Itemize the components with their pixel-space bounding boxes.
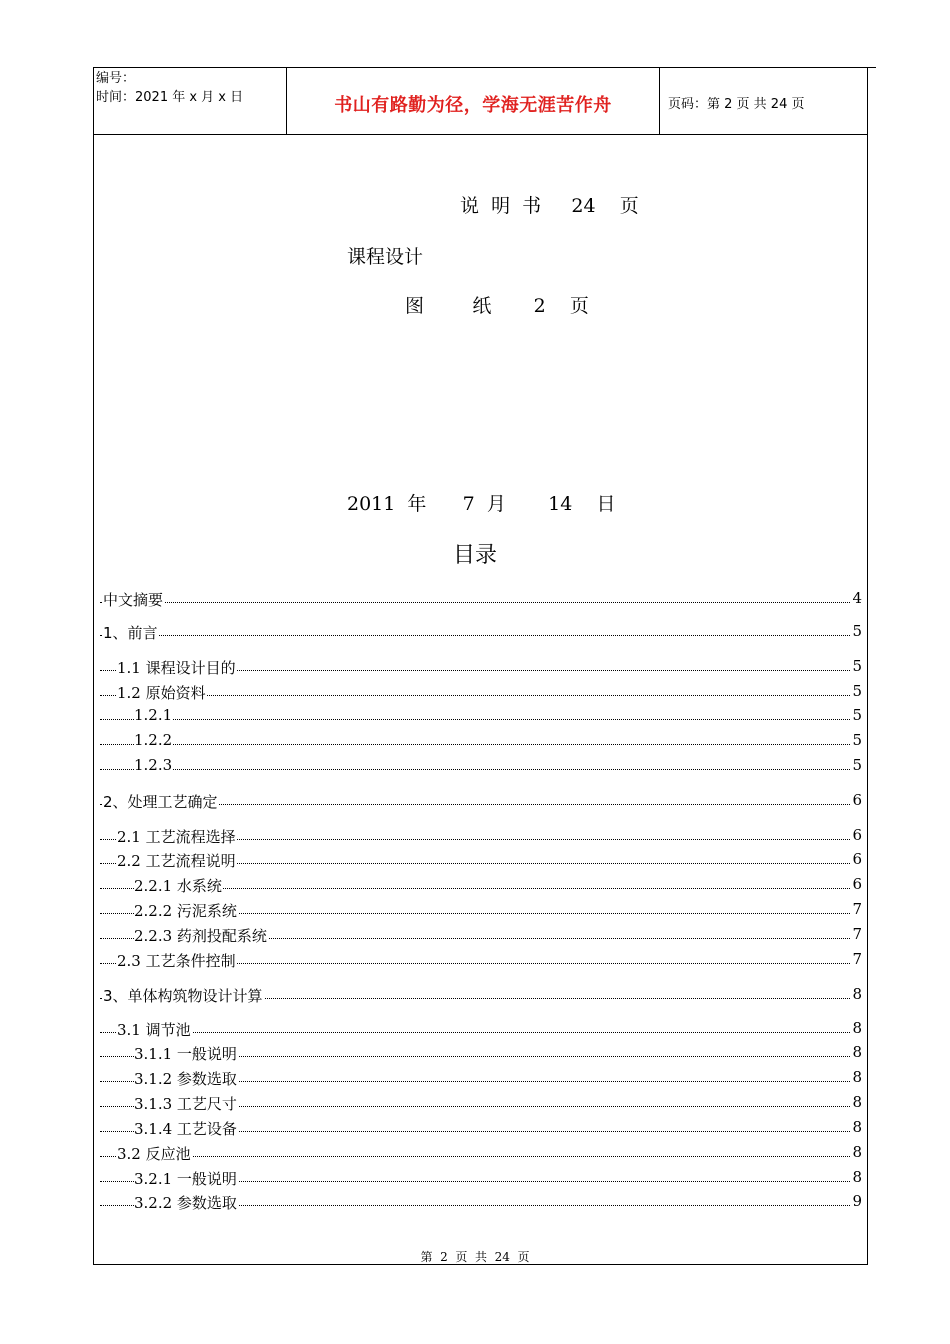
toc-entry-label: 3.1.2 参数选取: [134, 1070, 237, 1088]
toc-entry-label: 3.2 反应池: [117, 1145, 191, 1163]
header-meta-cell: [93, 67, 287, 134]
toc-entry-page: 8: [852, 1043, 862, 1061]
toc-entry: [0, 850, 950, 872]
toc-leader-dots: [100, 695, 854, 696]
toc-entry-page: 8: [852, 1093, 862, 1111]
toc-entry: [0, 1118, 950, 1140]
toc-entry-page: 6: [852, 826, 862, 844]
toc-entry-label: 3.1.1 一般说明: [134, 1045, 237, 1063]
toc-entry-page: 9: [852, 1192, 862, 1210]
toc-entry-label: 3.1.3 工艺尺寸: [134, 1095, 237, 1113]
toc-entry-label: 3.1 调节池: [117, 1021, 191, 1039]
toc-entry: [0, 985, 950, 1007]
toc-entry-page: 8: [852, 1019, 862, 1037]
motto-text: 书山有路勤为径，学海无涯苦作舟: [334, 95, 612, 116]
toc-entry-label: 2.2.3 药剂投配系统: [134, 927, 267, 945]
toc-entry-label: 1.2.1: [134, 706, 173, 724]
header-rule-extension: [868, 67, 876, 68]
toc-entry-label: 1.1 课程设计目的: [117, 659, 236, 677]
toc-entry-label: 2.2.1 水系统: [134, 877, 222, 895]
toc-entry: [0, 731, 950, 753]
toc-entry-label: 1、前言: [103, 624, 158, 642]
date-label: 时间：2021 年 x 月 x 日: [96, 90, 244, 105]
toc-entry-page: 8: [852, 985, 862, 1003]
toc-entry: [0, 1068, 950, 1090]
toc-entry: [0, 1192, 950, 1214]
toc-entry-page: 5: [852, 657, 862, 675]
toc-entry-page: 8: [852, 1068, 862, 1086]
toc-entry-page: 5: [852, 731, 862, 749]
toc-entry: [0, 682, 950, 704]
toc-leader-dots: [100, 1032, 854, 1033]
toc-entry: [0, 1143, 950, 1165]
toc-leader-dots: [100, 769, 854, 770]
toc-entry: [0, 950, 950, 972]
toc-entry-page: 8: [852, 1168, 862, 1186]
toc-entry-page: 5: [852, 706, 862, 724]
course-design-label: 课程设计: [347, 246, 424, 268]
toc-entry-page: 5: [852, 682, 862, 700]
toc-entry-label: 3.1.4 工艺设备: [134, 1120, 237, 1138]
toc-entry: [0, 622, 950, 644]
toc-entry: [0, 657, 950, 679]
toc-entry: [0, 706, 950, 728]
header-table: [93, 67, 868, 135]
toc-entry: [0, 900, 950, 922]
toc-entry: [0, 925, 950, 947]
toc-title: 目录: [452, 543, 497, 568]
toc-entry-page: 5: [852, 622, 862, 640]
toc-entry-label: 2.1 工艺流程选择: [117, 828, 236, 846]
cover-date: 2011 年 7 月 14 日: [347, 493, 616, 515]
toc-entry-label: 2、处理工艺确定: [103, 793, 218, 811]
toc-entry-label: 1.2.3: [134, 756, 173, 774]
page-info: 页码：第 2 页 共 24 页: [668, 97, 805, 112]
toc-entry-page: 6: [852, 791, 862, 809]
toc-entry-label: 3.2.1 一般说明: [134, 1170, 237, 1188]
toc-entry-label: 1.2 原始资料: [117, 684, 206, 702]
toc-entry: [0, 875, 950, 897]
header-motto-cell: [287, 67, 660, 134]
toc-entry: [0, 1168, 950, 1190]
toc-entry: [0, 1093, 950, 1115]
manual-pages-line: 说 明 书 24 页: [460, 195, 639, 217]
toc-entry-page: 7: [852, 900, 862, 918]
toc-entry-label: 2.2 工艺流程说明: [117, 852, 236, 870]
toc-entry-label: 2.2.2 污泥系统: [134, 902, 237, 920]
toc-entry-page: 5: [852, 756, 862, 774]
toc-entry: [0, 791, 950, 813]
toc-entry: [0, 826, 950, 848]
toc-entry: [0, 1019, 950, 1041]
toc-entry-page: 7: [852, 950, 862, 968]
toc-entry-page: 8: [852, 1143, 862, 1161]
toc-entry-label: 3.2.2 参数选取: [134, 1194, 237, 1212]
toc-entry-page: 4: [852, 589, 862, 607]
serial-label: 编号：: [96, 71, 136, 86]
toc-entry-label: 1.2.2: [134, 731, 173, 749]
toc-entry-page: 7: [852, 925, 862, 943]
drawings-pages-line: 图 纸 2 页: [405, 295, 589, 317]
toc-entry-page: 6: [852, 850, 862, 868]
footer-page-number: 第 2 页 共 24 页: [420, 1250, 530, 1264]
toc-entry-page: 6: [852, 875, 862, 893]
toc-entry-label: 3、单体构筑物设计计算: [103, 987, 263, 1005]
header-page-cell: [660, 67, 868, 134]
toc-entry: [0, 756, 950, 778]
toc-leader-dots: [100, 1156, 854, 1157]
toc-leader-dots: [100, 602, 854, 603]
toc-leader-dots: [100, 719, 854, 720]
toc-entry-label: 中文摘要: [103, 591, 164, 609]
toc-leader-dots: [100, 635, 854, 636]
toc-leader-dots: [100, 744, 854, 745]
toc-entry-label: 2.3 工艺条件控制: [117, 952, 236, 970]
toc-entry-page: 8: [852, 1118, 862, 1136]
toc-entry: [0, 1043, 950, 1065]
toc-entry: [0, 589, 950, 611]
